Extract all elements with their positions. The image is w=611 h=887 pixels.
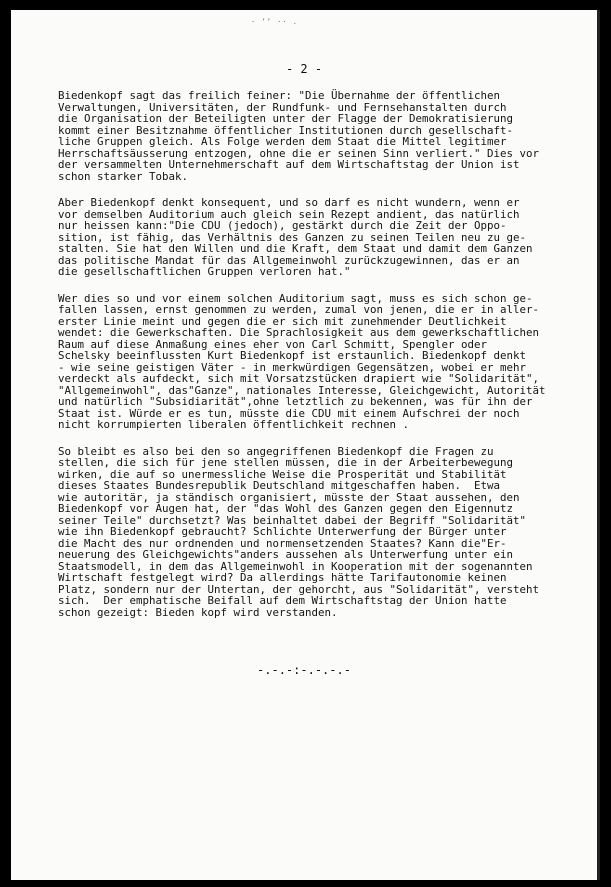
text-line: vor demselben Auditorium auch gleich sein Rezept andient, das natürlich	[58, 207, 520, 221]
text-line: die Organisation der Beteiligten unter der Flagge der Demokratisierung	[58, 112, 514, 125]
text-line: Platz, sondern nur der Untertan, der gehorcht, aus "Solidarität", versteht	[58, 582, 540, 596]
text-line: Biedenkopf sagt das freilich feiner: "Die Übernahme der öffentlichen	[58, 89, 501, 102]
text-line: wie ihn Biedenkopf gebraucht? Schlichte Unterwerfung der Bürger unter	[58, 525, 507, 538]
text-line: Schelsky beeinflussten Kurt Biedenkopf ist erstaunlich. Biedenkopf denkt	[58, 349, 527, 362]
paragraph	[58, 446, 588, 619]
scan-marks: · ʼ’ ·· .	[251, 18, 298, 26]
text-line: wie autoritär, ja ständisch organisiert, müsste der Staat aussehen, den	[58, 490, 520, 504]
text-line: wirken, die auf so unermessliche Weise die Prosperität und Stabilität	[58, 467, 507, 481]
text-line: Aber Biedenkopf denkt konsequent, und so darf es nicht wundern, wenn er	[58, 196, 520, 209]
text-line: stalten. Sie hat den Willen und die Kraft, dem Staat und damit dem Ganzen	[58, 242, 533, 255]
text-line: liche Gruppen gleich. Als Folge werden dem Staat die Mittel legitimer	[58, 135, 507, 148]
text-line: schon starker Tobak.	[58, 169, 189, 183]
body-text	[58, 90, 588, 633]
text-line: das politische Mandat für das Allgemeinwohl zurückzugewinnen, das er an	[58, 253, 520, 267]
text-line: sich. Der emphatische Beifall auf dem Wirtschaftstag der Union hatte	[58, 594, 507, 607]
text-line: Verwaltungen, Universitäten, der Rundfunk- und Fernsehanstalten durch	[58, 100, 507, 114]
text-line: nur heissen kann:"Die CDU (jedoch), gestärkt durch die Zeit der Oppo-	[58, 219, 507, 232]
text-line: Staat ist. Würde er es tun, müsste die CDU mit einem Aufschrei der noch	[58, 406, 520, 420]
text-line: wendet: die Gewerkschaften. Die Sprachlosigkeit aus dem gewerkschaftlichen	[58, 326, 540, 339]
text-line: - wie seine geistigen Väter - in merkwürdigen Gegensätzen, wobei er mehr	[58, 360, 527, 374]
text-line: kommt einer Besitznahme öffentlicher Institutionen durch gesellschaft-	[58, 123, 514, 137]
text-line: nicht korrumpierten liberalen öffentlichkeit rechnen .	[58, 418, 410, 431]
text-line: schon gezeigt: Bieden kopf wird verstanden.	[58, 605, 338, 619]
text-line: seiner Teile" durchsetzt? Was beinhaltet dabei der Begriff "Solidarität"	[58, 513, 527, 527]
text-line: Herrschaftsäusserung entzogen, ohne die er seinen Sinn verliert." Dies vor	[58, 146, 540, 160]
text-line: Wirtschaft festgelegt wird? Da allerdings hätte Tarifautonomie keinen	[58, 571, 507, 584]
text-line: Wer dies so und vor einem solchen Auditorium sagt, muss es sich schon ge-	[58, 291, 533, 305]
text-line: fallen lassen, ernst genommen zu werden, zumal von jenen, die er in aller-	[58, 303, 540, 316]
text-line: und natürlich "Subsidiarität",ohne letztlich zu bekennen, was für ihn der	[58, 395, 533, 408]
text-line: Staatsmodell, in dem das Allgemeinwohl in Kooperation mit der sogenannten	[58, 559, 533, 573]
text-line: So bleibt es also bei den so angegriffenen Biedenkopf die Fragen zu	[58, 444, 494, 458]
end-mark: -.-.-:-.-.-.-	[257, 663, 351, 677]
paragraph	[58, 197, 588, 278]
document-page	[11, 10, 600, 880]
paragraph	[58, 90, 588, 182]
text-line: Raum auf diese Anmaßung eines eher von Carl Schmitt, Spengler oder	[58, 337, 488, 351]
text-line: die gesellschaftlichen Gruppen verloren hat."	[58, 265, 351, 278]
text-line: "Allgemeinwohl", das"Ganze", nationales Interesse, Gleichgewicht, Autorität	[58, 383, 546, 397]
text-line: stellen, die sich für jene stellen müssen, die in der Arbeiterbewegung	[58, 456, 514, 469]
text-line: dieses Staates Bundesrepublik Deutschland mitgeschaffen haben. Etwa	[58, 479, 501, 492]
text-line: der versammelten Unternehmerschaft auf dem Wirtschaftstag der Union ist	[58, 158, 520, 171]
paragraph	[58, 293, 588, 431]
text-line: erster Linie meint und gegen die er sich mit zunehmender Deutlichkeit	[58, 314, 507, 328]
text-line: neuerung des Gleichgewichts"anders aussehen als Unterwerfung unter ein	[58, 548, 514, 561]
text-line: verdeckt als aufdeckt, sich mit Vorsatzstücken drapiert wie "Solidarität",	[58, 372, 540, 385]
text-line: sition, ist fähig, das Verhältnis des Ganzen zu seinen Teilen neu zu ge-	[58, 230, 527, 244]
text-line: die Macht des nur ordnenden und normensetzenden Staates? Kann die"Er-	[58, 536, 507, 550]
text-line: Biedenkopf vor Augen hat, der "das Wohl des Ganzen gegen den Eigennutz	[58, 502, 514, 515]
page-number: - 2 -	[285, 62, 323, 76]
